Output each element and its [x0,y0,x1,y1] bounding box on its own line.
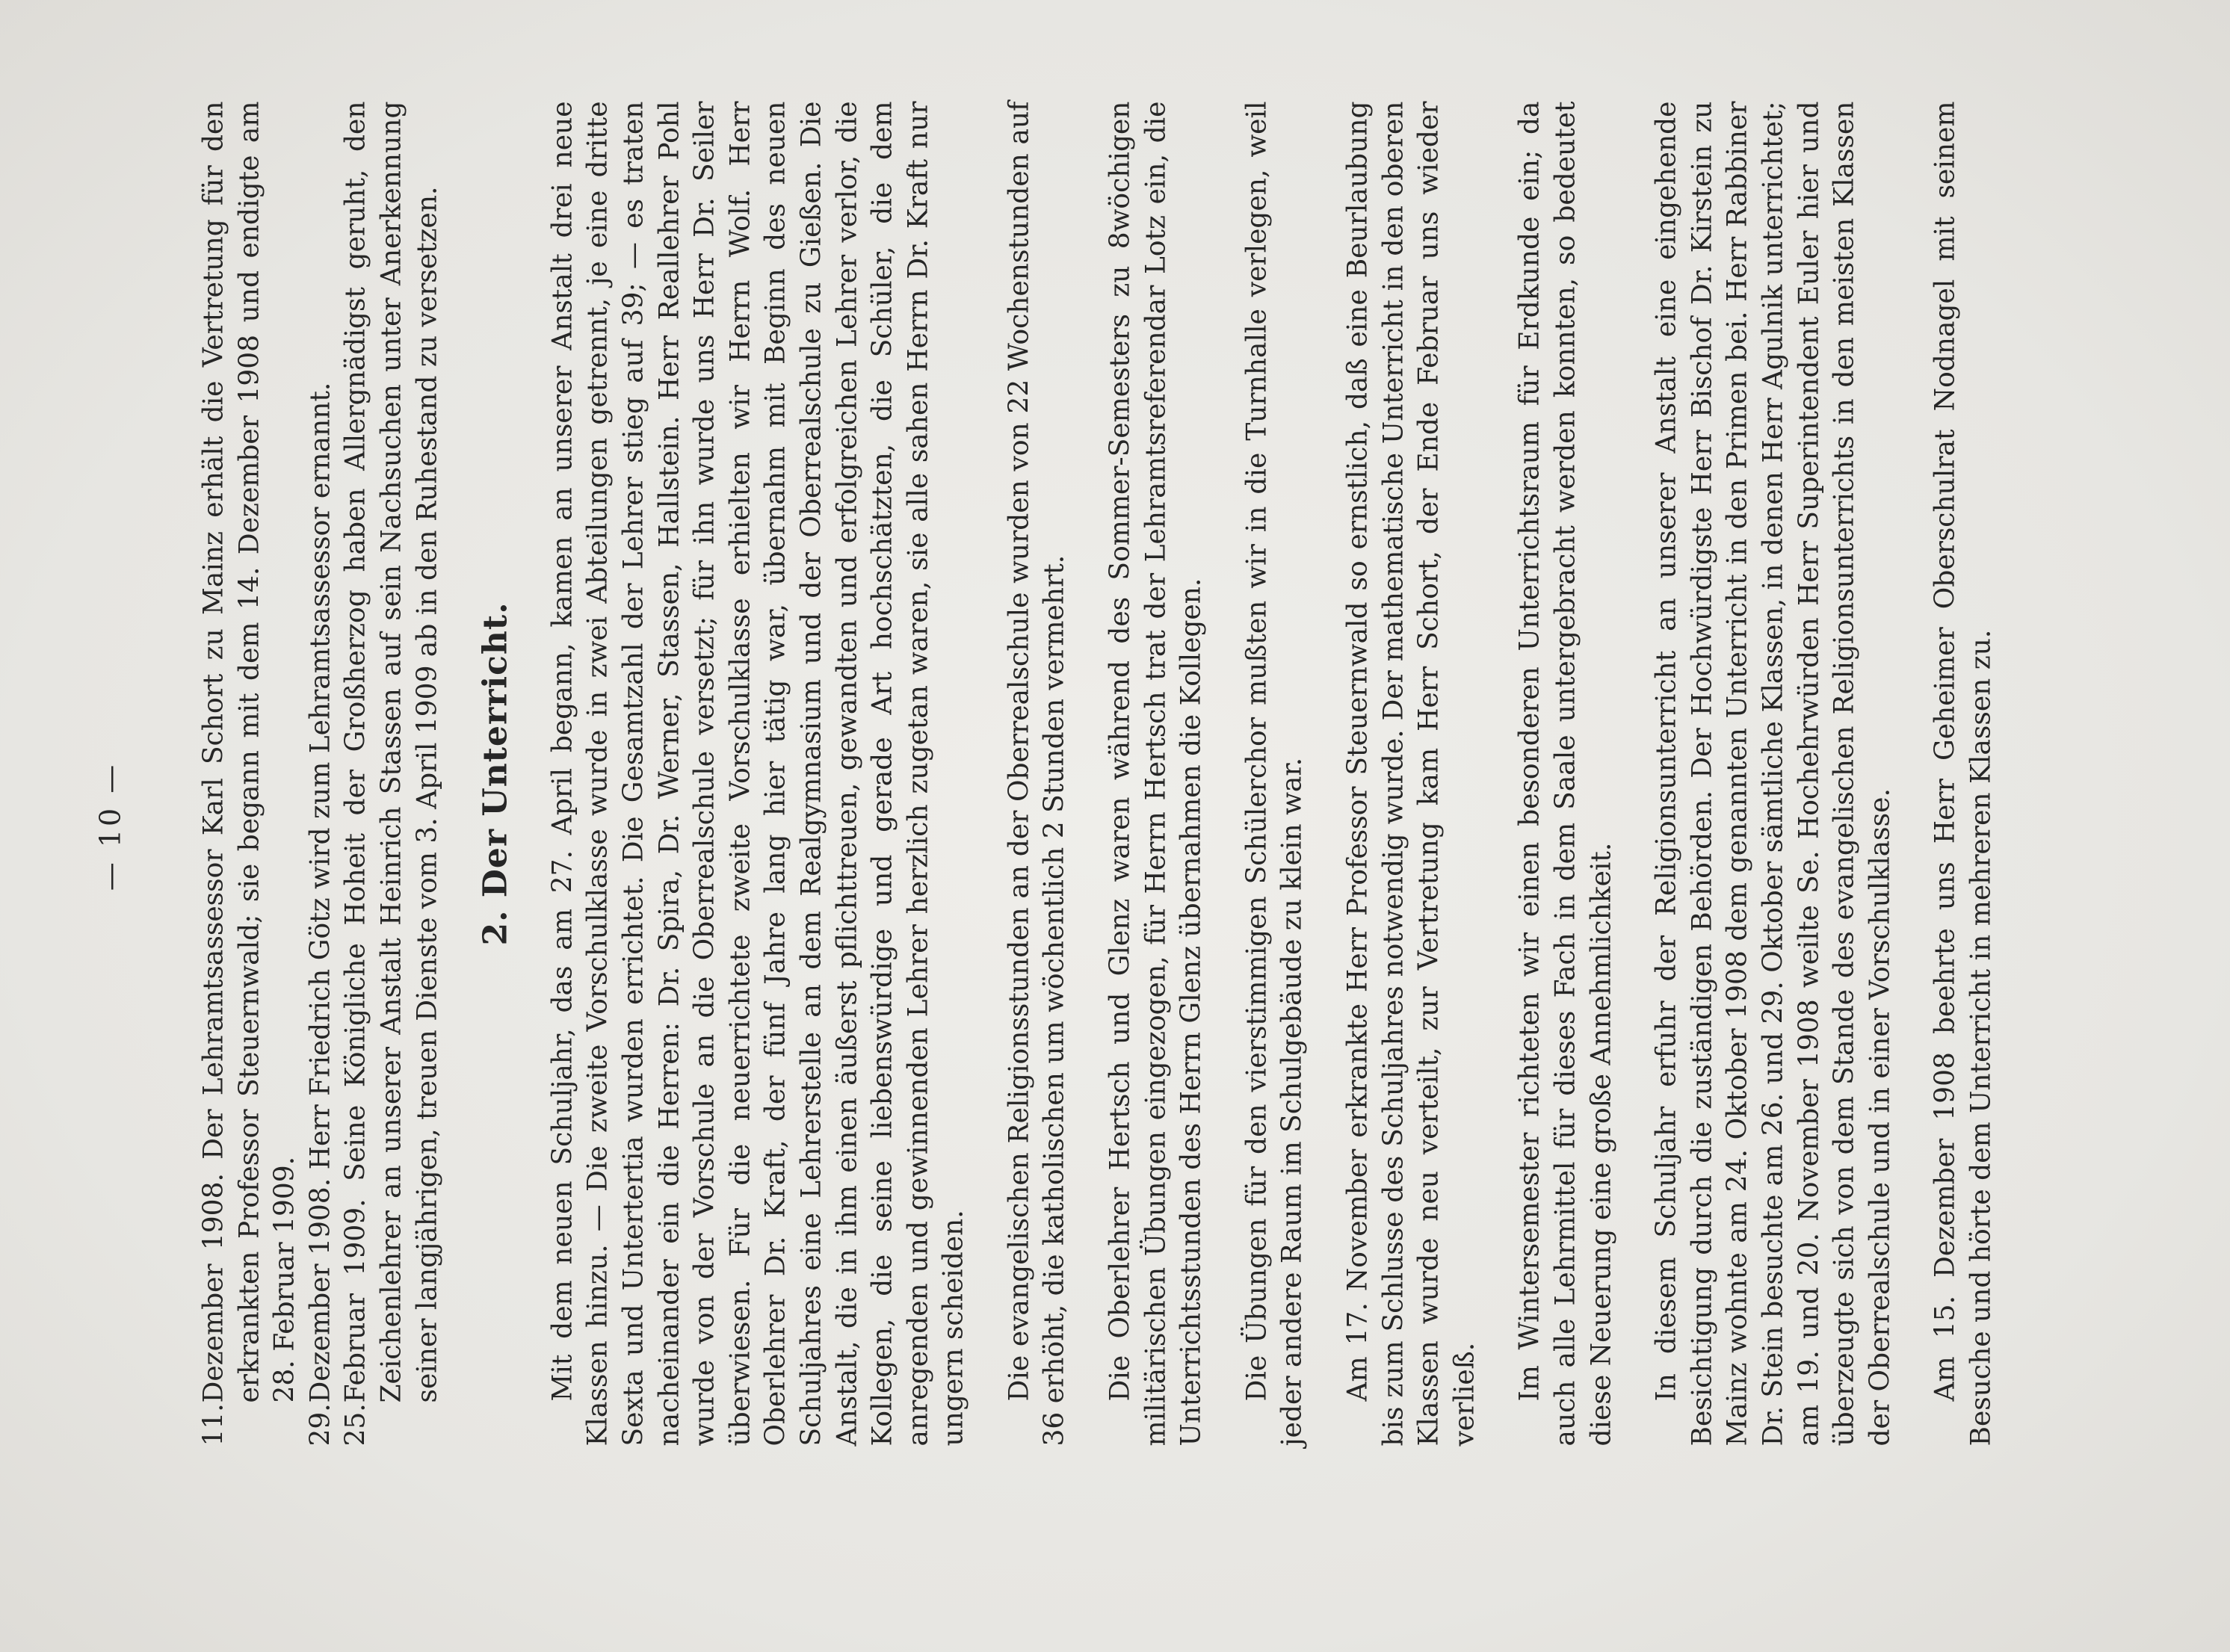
entry-day: 11. [198,1402,229,1446]
entry-text: Dezember 1908. Herr Friedrich Götz wird zum Lehramtsassessor ernannt. [304,382,336,1402]
paragraph: Die Oberlehrer Hertsch und Glenz waren während des Sommer-Semesters zu 8wöchigen militärischen Übungen eingezogen, für Herrn Hertsch trat der Lehramtsreferendar Lotz ein, die Unterrichtsstunden des Herrn Glenz übernahmen die Kollegen. [1105,101,1207,1446]
paragraph-gap [972,101,1001,1446]
entry-text: Dezember 1908. Der Lehramtsassessor Karl Schort zu Mainz erhält die Vertretung für den erkrankten Professor Steuernwald; sie begann mit dem 14. Dezember 1908 und endigte am 28. Februar 1909. [198,101,300,1402]
paragraph-gap [1619,101,1649,1446]
paragraph: Im Wintersemester richteten wir einen besonderen Unterrichtsraum für Erdkunde ein; da auch alle Lehrmittel für dieses Fach in dem Saale untergebracht werden konnten, so bedeutet diese Neuerung eine große Annehmlichkeit. [1514,101,1616,1446]
page-content [196,101,1999,1446]
paragraph: Am 15. Dezember 1908 beehrte uns Herr Geheimer Oberschulrat Nodnagel mit seinem Besuche und hörte dem Unterricht in mehreren Klassen zu. [1930,101,1996,1446]
page-number: — 10 — [93,761,126,891]
section-heading: 2. Der Unterricht. [476,601,515,946]
chronicle-entry [303,101,339,1446]
paragraph-gap [1310,101,1340,1446]
paragraph: Am 17. November erkrankte Herr Professor Steuernwald so ernstlich, daß eine Beurlaubung bis zum Schlusse des Schuljahres notwendig wurde. Der mathematische Unterricht in den oberen Klassen wurde neu verteilt, zur Vertretung kam Herr Schort, der Ende Februar uns wieder verließ. [1342,101,1480,1446]
chronicle-entry [338,101,445,1446]
paragraph-gap [1072,101,1102,1446]
paragraph-gap [1482,101,1512,1446]
paragraph-gap [1209,101,1239,1446]
entry-day: 25. [340,1402,371,1446]
entry-day: 29. [304,1402,336,1446]
paragraph: Mit dem neuen Schuljahr, das am 27. April begann, kamen an unserer Anstalt drei neue Klassen hinzu. — Die zweite Vorschulklasse wurde in zwei Abteilungen getrennt, je eine dritte Sexta und Untertertia wurden errichtet. Die Gesamtzahl der Lehrer stieg auf 39; — es traten nacheinander ein die Herren: Dr. Spira, Dr. Werner, Stassen, Hallstein. Herr Reallehrer Pohl wurde von der Vorschule an die Oberrealschule versetzt; für ihn wurde uns Herr Dr. Seiler überwiesen. Für die neuerrichtete zweite Vorschulklasse erhielten wir Herrn Wolf. Herr Oberlehrer Dr. Kraft, der fünf Jahre lang hier tätig war, übernahm mit Beginn des neuen Schuljahres eine Lehrerstelle an dem Realgymnasium und der Oberrealschule zu Gießen. Die Anstalt, die in ihm einen äußerst pflichttreuen, gewandten und erfolgreichen Lehrer verlor, die Kollegen, die seine liebenswürdige und gerade Art hochschätzten, die Schüler, die dem anregenden und gewinnenden Lehrer herzlich zugetan waren, sie alle sahen Herrn Dr. Kraft nur ungern scheiden. [546,101,969,1446]
chronicle-entry [196,101,303,1446]
paragraph: Die evangelischen Religionsstunden an der Oberrealschule wurden von 22 Wochenstunden auf 36 erhöht, die katholischen um wöchentlich 2 Stunden vermehrt. [1003,101,1070,1446]
paragraph: Die Übungen für den vierstimmigen Schülerchor mußten wir in die Turnhalle verlegen, weil jeder andere Raum im Schulgebäude zu klein war. [1241,101,1308,1446]
paragraph: In diesem Schuljahr erfuhr der Religionsunterricht an unserer Anstalt eine eingehende Besichtigung durch die zuständigen Behörden. Der Hochwürdigste Herr Bischof Dr. Kirstein zu Mainz wohnte am 24. Oktober 1908 dem genannten Unterricht in den Primen bei. Herr Rabbiner Dr. Stein besuchte am 26. und 29. Oktober sämtliche Klassen, in denen Herr Agulnik unterrichtet; am 19. und 20. November 1908 weilte Se. Hochehrwürden Herr Superintendent Euler hier und überzeugte sich von dem Stande des evangelischen Religionsunterrichts in den meisten Klassen der Oberrealschule und in einer Vorschulklasse. [1651,101,1895,1446]
paragraph-gap [1897,101,1927,1446]
entry-text: Februar 1909. Seine Königliche Hoheit der Großherzog haben Allergnädigst geruht, den Zeichenlehrer an unserer Anstalt Heinrich Stassen auf sein Nachsuchen unter Anerkennung seiner langjährigen, treuen Dienste vom 3. April 1909 ab in den Ruhestand zu versetzen. [340,101,442,1402]
